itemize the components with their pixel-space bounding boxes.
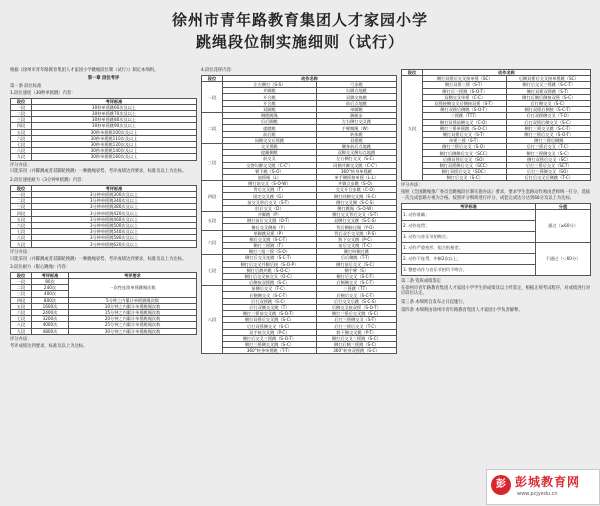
skill-cell: 侧打后交叉三摇跳（S-C） bbox=[316, 335, 396, 341]
skill-cell: 并脚跳 bbox=[223, 88, 317, 94]
standard-cell: 30秒单摇跳70次及以上 bbox=[32, 111, 197, 117]
level-cell: 五段 bbox=[11, 303, 32, 309]
skill-cell: 侧打三摇单摇跳（S-O-C） bbox=[423, 125, 507, 131]
skill-cell: 侧打后交叉三摇跳（S-C-T） bbox=[507, 82, 591, 88]
standard-cell: 30秒单摇跳100次及以上 bbox=[32, 129, 197, 135]
skill-cell: 双侧打交叉跳（S-C-S） bbox=[316, 218, 396, 224]
level-cell: 三段 bbox=[202, 143, 223, 180]
skill-cell: 左右侧打（S-S） bbox=[223, 82, 317, 88]
level-cell: 二段 bbox=[202, 113, 223, 144]
skill-cell: 三摇跳（TT） bbox=[316, 286, 396, 292]
endurance-table bbox=[10, 272, 197, 335]
level-cell: 八段 bbox=[11, 148, 32, 154]
skill-cell: 侧打交叉侧（S-C-S） bbox=[316, 199, 396, 205]
fancy-eval-note: 按照《全国跳绳推广委员会跳绳段位制实施办法》要求，要求学生套路动作须由老师统一打分，选拔一次完成套路方视为合格。按照评分细则进行评分，成套完成达分达到60分及以上为达标。 bbox=[401, 190, 591, 201]
level-cell: 六段 bbox=[11, 309, 32, 315]
level-cell: 九段 bbox=[11, 328, 32, 334]
section-1-heading: 第一条 段位标准 bbox=[10, 83, 42, 89]
skill-cell: 后侧双摇后交叉（SO） bbox=[423, 156, 507, 162]
skill-cell: 侧打三组三摇（S-O） bbox=[223, 249, 317, 255]
table-header: 段位 bbox=[11, 185, 32, 191]
skill-cell: 跨下侧交叉跳（P-T） bbox=[316, 329, 396, 335]
level-cell: 二段 bbox=[11, 198, 32, 204]
table-header: 段位 bbox=[11, 272, 32, 278]
skill-cell: 提膝跳 bbox=[223, 125, 317, 131]
table-header: 动作名称 bbox=[423, 70, 591, 76]
table-header: 段位 bbox=[402, 70, 423, 76]
skill-cell: 三摇跳（TTT） bbox=[423, 113, 507, 119]
skill-cell: 横后交叉侧接（Y） bbox=[223, 224, 317, 230]
endurance-eval-note: 考评成绩达到要求，标准及以上为达标。 bbox=[10, 343, 88, 349]
skill-cell: 后后脚跳 bbox=[223, 119, 317, 125]
skill-cell: 侧打后侧侧后交叉（SCC） bbox=[423, 150, 507, 156]
level-cell: 六段 bbox=[11, 135, 32, 141]
standard-cell: 3分钟单摇跳380次及以上 bbox=[32, 204, 197, 210]
skill-cell: 后打三摇后交叉（T-C） bbox=[316, 323, 396, 329]
level-cell: 二段 bbox=[11, 111, 32, 117]
level-cell: 一段 bbox=[11, 279, 32, 285]
skill-cell: 背后交叉跳（T） bbox=[223, 187, 317, 193]
skill-cell: 手臂缠绳（W） bbox=[316, 125, 396, 131]
skill-cell: 后侧接双摇跳（S-C） bbox=[223, 280, 317, 286]
skill-cell: 侧打三摇后交叉跳（S-C） bbox=[316, 311, 396, 317]
count-cell: 400次 bbox=[32, 291, 69, 297]
criteria-cell: 1. 动作严重变形、组合衔接差； bbox=[402, 242, 536, 253]
skill-cell: 单脚跳 bbox=[316, 106, 396, 112]
skill-cell: 单手侧摇接单摇（L-L） bbox=[316, 174, 396, 180]
logo-url: www.pcjyedu.cn bbox=[517, 491, 558, 497]
skill-cell: 背后侧接过绳（Y-O） bbox=[316, 224, 396, 230]
standard-cell: 3分钟单摇跳460次及以上 bbox=[32, 216, 197, 222]
table-row bbox=[11, 154, 197, 160]
level-cell: 六段 bbox=[202, 230, 223, 255]
skill-cell: 侧打后交叉并脚后接（S-O-P） bbox=[223, 261, 317, 267]
skill-cell: 后打双摇侧交叉（T-O） bbox=[507, 113, 591, 119]
level-cell: 三段 bbox=[11, 204, 32, 210]
count-cell: 800次 bbox=[32, 297, 69, 303]
site-logo[interactable] bbox=[486, 469, 600, 505]
skill-cell: 并脚跳（P） bbox=[223, 212, 317, 218]
requirement-cell: 5分钟之内累计单摇跳绳次数 bbox=[69, 297, 197, 303]
skill-cell: 后侧双摇后交叉接单摇跳（SC） bbox=[507, 76, 591, 82]
skill-cell: 肘后交叉（D） bbox=[223, 205, 317, 211]
skill-cell: 前后跳 bbox=[223, 131, 317, 137]
skill-cell: 前后点地跳 bbox=[316, 100, 396, 106]
speed-endurance-eval-note: 只能采用（并脚跳或者双脚轮换跳）一种跳绳姿势，考评成绩达到要求，标准及以上为达标。 bbox=[10, 256, 187, 262]
level-cell: 六段 bbox=[11, 222, 32, 228]
table-header: 分值 bbox=[536, 203, 591, 209]
skill-cell: 侧打三摇跳（T） bbox=[223, 242, 317, 248]
skill-cell: 固定交叉跳（G） bbox=[223, 193, 317, 199]
skill-cell: 侧打三摇后交叉（S-O） bbox=[423, 144, 507, 150]
middle-column bbox=[201, 68, 397, 356]
skill-cell: 提踵侧跳 bbox=[223, 150, 317, 156]
skill-cell: 侧打双摇侧后交叉（SCC） bbox=[423, 162, 507, 168]
level-cell: 七段 bbox=[11, 141, 32, 147]
table-header: 考评要求 bbox=[69, 272, 197, 278]
skill-cell: 侧打双摇后交叉（S-T） bbox=[423, 131, 507, 137]
criteria-cell: 1. 动作准确； bbox=[402, 209, 536, 220]
speed-endurance-table bbox=[10, 185, 197, 248]
skill-cell: 交替勾脚交叉跳（C-C'） bbox=[223, 162, 317, 168]
skill-cell: 侧打前交叉（S-O-W） bbox=[223, 181, 317, 187]
skill-cell: 侧打三摇后侧跳 bbox=[507, 138, 591, 144]
skill-cell: 后打三摇侧交叉（S-T） bbox=[316, 317, 396, 323]
skill-cell: 侧打双摇后交叉（SC） bbox=[507, 156, 591, 162]
table-header: 考评标准 bbox=[32, 98, 197, 104]
skill-cell: 侧打双摇后侧跳（S-O-T） bbox=[423, 107, 507, 113]
requirement-cell: 15分钟之内累计单摇跳绳次数 bbox=[69, 309, 197, 315]
skill-cell: 侧打交叉背后交叉（S-T） bbox=[316, 212, 396, 218]
score-table bbox=[401, 203, 591, 276]
skill-cell: 侧打双摇三摇（S-T） bbox=[423, 82, 507, 88]
level-cell: 一段 bbox=[202, 82, 223, 113]
skill-cell: 前后交叉跳（T-C） bbox=[316, 242, 396, 248]
skill-cell: 左右侧打交叉跳 bbox=[316, 119, 396, 125]
intro-text: 根据《徐州市青年路教育集团人才家园小学跳绳段位制（试行）》制定本细则。 bbox=[10, 68, 159, 73]
chapter-1-heading: 第一章 段位考评 bbox=[87, 76, 120, 82]
table-header: 动作名称 bbox=[223, 75, 397, 81]
standard-cell: 3分钟单摇跳620次及以上 bbox=[32, 241, 197, 247]
chapter-4-text: 第四条 本细则由徐州市青年路教育集团人才家园小学负责解释。 bbox=[401, 307, 523, 313]
skill-cell: 后打侧交叉（S-C） bbox=[507, 100, 591, 106]
standard-cell: 3分钟单摇跳500次及以上 bbox=[32, 222, 197, 228]
skill-cell: 侧打后三摇跳（S-O-T） bbox=[423, 88, 507, 94]
level-cell: 八段 bbox=[11, 235, 32, 241]
document-title: 徐州市青年路教育集团人才家园小学 bbox=[171, 11, 428, 29]
level-cell: 一段 bbox=[11, 104, 32, 110]
level-cell: 五段 bbox=[202, 212, 223, 231]
speed-table bbox=[10, 98, 197, 161]
chapter-3-text: 第三条 本细则自发布之日起施行。 bbox=[401, 299, 467, 305]
skill-cell: 单摇三摇（S-T） bbox=[423, 138, 507, 144]
skill-cell: 侧打双摇后交叉（SOC） bbox=[423, 169, 507, 175]
skill-cell: 侧打双摇双摇跳（S-T） bbox=[507, 88, 591, 94]
skill-cell: 后打双摇侧交叉（S-C） bbox=[223, 323, 317, 329]
standard-cell: 3分钟单摇跳540次及以上 bbox=[32, 229, 197, 235]
skill-cell: 转体跳 bbox=[316, 131, 396, 137]
skill-cell: 侧打双摇后侧接（S-C-T） bbox=[507, 107, 591, 113]
level-cell: 八段 bbox=[202, 286, 223, 354]
skill-cell: 同侧交叉后摇跳 bbox=[223, 137, 317, 143]
criteria-cell: 3. 动作与音乐节拍吻合； bbox=[402, 231, 536, 242]
skill-cell: 侧打三摇侧交叉跳（S-C） bbox=[223, 341, 317, 347]
skill-cell: 后打三摇后交叉（T-C） bbox=[507, 144, 591, 150]
skill-cell: 弓步跳 bbox=[316, 82, 396, 88]
requirement-cell: 一次性连续单摇跳绳次数 bbox=[69, 279, 197, 298]
skill-cell: 双摇跳 bbox=[316, 137, 396, 143]
fancy-skills-table bbox=[201, 75, 397, 354]
score-cell: 通过（≥60分） bbox=[536, 209, 591, 242]
skill-cell: 双脚交叉侧勾点地跳 bbox=[316, 150, 396, 156]
skill-cell: 侧打跳绳（S-O-W） bbox=[316, 205, 396, 211]
skill-cell: 侧打双摇前侧交叉（C-O） bbox=[423, 119, 507, 125]
skill-cell: 后侧侧交叉（S-C-T） bbox=[223, 292, 317, 298]
endurance-eval-label: 评分办法： bbox=[10, 336, 32, 342]
skill-cell: 同侧并脚交叉跳（C-C'） bbox=[316, 162, 396, 168]
level-cell: 五段 bbox=[11, 129, 32, 135]
skill-cell: 侧打前后交叉跳（O-T） bbox=[223, 218, 317, 224]
skill-cell: 侧打后交叉接交叉（O-C） bbox=[223, 273, 317, 279]
skill-cell: 侧摆跳绳 bbox=[223, 113, 317, 119]
skill-cell: 双摇接侧交叉后侧接双摇（S-T） bbox=[423, 100, 507, 106]
standard-cell: 30秒单摇跳140次及以上 bbox=[32, 148, 197, 154]
skill-cell: 放摇绳（L） bbox=[223, 174, 317, 180]
skill-cell: 360°转身单摇跳 bbox=[316, 168, 396, 174]
fancy-skills-table-continued bbox=[401, 69, 591, 181]
skill-cell: 跨下交叉跳（P-C） bbox=[316, 236, 396, 242]
chapter-2-heading: 第二条 资质成绩鉴定 bbox=[401, 278, 442, 284]
table-row bbox=[11, 328, 197, 334]
speed-eval-label: 评分办法： bbox=[10, 162, 32, 168]
skill-cell: 侧打前后交叉（S-C） bbox=[316, 261, 396, 267]
logo-name: 彭城教育网 bbox=[515, 475, 581, 489]
fancy-eval-label: 评分办法： bbox=[401, 183, 423, 189]
left-column bbox=[10, 68, 197, 351]
skill-cell: 后侧后交叉（S-C-T） bbox=[316, 292, 396, 298]
skill-cell: 360°转身单摇跳（T-T） bbox=[223, 348, 317, 354]
speed-endurance-eval-label: 评分办法： bbox=[10, 249, 32, 255]
skill-cell: 侧打叫侧过跳 bbox=[316, 249, 396, 255]
fancy-title: 4.段位花样内容： bbox=[201, 68, 236, 73]
speed-title: 1.段位速度（30秒单摇跳）内容： bbox=[10, 90, 76, 96]
level-cell: 七段 bbox=[11, 316, 32, 322]
skill-cell: 侧打三摇交叉跳（S-C-T） bbox=[507, 125, 591, 131]
level-cell: 四段 bbox=[11, 297, 32, 303]
skill-cell: 前交叉带后交叉（S-T） bbox=[223, 199, 317, 205]
skill-cell: 后后侧跳（T-T） bbox=[316, 255, 396, 261]
skill-cell: 侧后交叉跳（S-C-T） bbox=[223, 236, 317, 242]
skill-cell: 后侧交叉接双摇（S-O-T） bbox=[316, 304, 396, 310]
standard-cell: 30秒单摇跳90次及以上 bbox=[32, 123, 197, 129]
count-cell: 240次 bbox=[32, 285, 69, 291]
skill-cell: 后侧侧交叉（S-C-T） bbox=[316, 280, 396, 286]
standard-cell: 30秒单摇跳80次及以上 bbox=[32, 117, 197, 123]
standard-cell: 3分钟单摇跳420次及以上 bbox=[32, 210, 197, 216]
skill-cell: 后打双摇后侧交叉（S-C） bbox=[507, 119, 591, 125]
count-cell: 3200次 bbox=[32, 316, 69, 322]
skill-cell: 双脚交换跳 bbox=[316, 94, 396, 100]
level-cell: 七段 bbox=[202, 255, 223, 286]
logo-mark-icon: 彭 bbox=[491, 475, 511, 495]
standard-cell: 30秒单摇跳60次及以上 bbox=[32, 104, 197, 110]
skill-cell: 侧打后交叉连跳（S-C-T） bbox=[223, 255, 317, 261]
requirement-cell: 25分钟之内累计单摇跳绳次数 bbox=[69, 322, 197, 328]
skill-cell: 单脚跳双摇（P） bbox=[223, 230, 317, 236]
skill-cell: 侧打后侧后侧接双摇（S-C） bbox=[507, 94, 591, 100]
standard-cell: 3分钟单摇跳340次及以上 bbox=[32, 198, 197, 204]
level-cell: 四段 bbox=[202, 181, 223, 212]
skill-cell: 侧打三摇前交叉跳（S-O-T） bbox=[223, 311, 317, 317]
skill-cell: 交叉开合步跳（C-O） bbox=[316, 187, 396, 193]
skill-row bbox=[402, 175, 591, 181]
document-subtitle: 跳绳段位制实施细则（试行） bbox=[195, 33, 404, 51]
skill-cell: 开合跳 bbox=[223, 100, 317, 106]
level-cell: 三段 bbox=[11, 291, 32, 297]
table-row bbox=[402, 242, 591, 253]
skill-row bbox=[202, 348, 397, 354]
level-cell: 九段 bbox=[11, 154, 32, 160]
requirement-cell: 10分钟之内累计单摇跳绳次数 bbox=[69, 303, 197, 309]
level-cell: 七段 bbox=[11, 229, 32, 235]
requirement-cell: 30分钟之内累计单摇跳绳次数 bbox=[69, 328, 197, 334]
standard-cell: 30秒单摇跳110次及以上 bbox=[32, 135, 197, 141]
level-cell: 五段 bbox=[11, 216, 32, 222]
standard-cell: 30秒单摇跳160次及以上 bbox=[32, 154, 197, 160]
count-cell: 80次 bbox=[32, 279, 69, 285]
skill-cell: 后打后交叉后侧跳（T-C） bbox=[507, 175, 591, 181]
score-cell: 不通过（＜60分） bbox=[536, 242, 591, 275]
skill-cell: 侧打后交叉三摇跳（S-O-T） bbox=[223, 335, 317, 341]
right-column bbox=[401, 68, 591, 315]
level-cell: 二段 bbox=[11, 285, 32, 291]
requirement-cell: 20分钟之内累计单摇跳绳次数 bbox=[69, 316, 197, 322]
table-row bbox=[402, 209, 591, 220]
standard-cell: 3分钟单摇跳580次及以上 bbox=[32, 235, 197, 241]
skill-cell: 侧打后交叉（S-C） bbox=[423, 175, 507, 181]
skill-cell: 左右侧打交叉（S-C） bbox=[316, 156, 396, 162]
skill-cell: 交叉摇跳 bbox=[223, 143, 317, 149]
count-cell: 4000次 bbox=[32, 322, 69, 328]
level-cell: 一段 bbox=[11, 191, 32, 197]
table-header: 考评标准 bbox=[32, 272, 69, 278]
skill-cell: 侧打后跳并跳（S-O-C） bbox=[223, 267, 317, 273]
skill-cell: 并脚点步跳（S-O） bbox=[316, 181, 396, 187]
speed-endurance-title: 2.段位速度耐力（3分钟单摇跳）内容： bbox=[10, 177, 86, 183]
skill-cell: 背后双手交叉跳（P-S） bbox=[316, 230, 396, 236]
skill-cell: 侧打双摇后交叉跳（S-C） bbox=[223, 317, 317, 323]
count-cell: 4800次 bbox=[32, 328, 69, 334]
standard-cell: 3分钟单摇跳300次及以上 bbox=[32, 191, 197, 197]
skill-cell: 后打双摇跳（S-C） bbox=[223, 298, 317, 304]
endurance-title: 3.段位耐力（限心跳绳）内容： bbox=[10, 264, 70, 270]
table-header: 考评标准 bbox=[32, 185, 197, 191]
skill-cell: 踢腿步 bbox=[316, 113, 396, 119]
skill-cell: 前交叉 bbox=[223, 156, 317, 162]
skill-cell: 侧打后交叉（S-C-T） bbox=[316, 273, 396, 279]
skill-cell: 前侧后交叉（T-C） bbox=[223, 286, 317, 292]
standard-cell: 30秒单摇跳120次及以上 bbox=[32, 141, 197, 147]
skill-cell: 臂下跳（S-O） bbox=[223, 168, 317, 174]
speed-eval-note: 只能采用（并脚跳或者双脚轮换跳）一种跳绳姿势，考评成绩达到要求，标准及以上为达标。 bbox=[10, 169, 187, 175]
skill-cell: 双侧交叉单摇（C-C） bbox=[423, 94, 507, 100]
count-cell: 1600次 bbox=[32, 303, 69, 309]
level-cell: 三段 bbox=[11, 117, 32, 123]
table-header: 考评标准 bbox=[402, 203, 536, 209]
skill-cell: 后打三摇侧交叉（SO） bbox=[507, 169, 591, 175]
skill-cell: 双脚跳 bbox=[223, 106, 317, 112]
skill-cell: 侧打后侧三摇跳（S-C） bbox=[316, 341, 396, 347]
skill-cell: 后打双侧交叉跳（T） bbox=[223, 304, 317, 310]
chapter-2-text: 在徐州市青年路教育集团人才家园小学学生的成绩及以上经鉴定，根据正规考试程序，对成绩进行对应段位认定。 bbox=[401, 285, 591, 297]
level-cell: 九段 bbox=[11, 241, 32, 247]
level-cell: 四段 bbox=[11, 210, 32, 216]
table-header: 段位 bbox=[11, 98, 32, 104]
skill-cell: 双手接交叉跳（P-C） bbox=[223, 329, 317, 335]
skill-cell: 侧打双摇后交叉接单摇（SC） bbox=[423, 76, 507, 82]
skill-cell: 侧打同侧交叉跳（S-C） bbox=[316, 193, 396, 199]
criteria-cell: 3. 整套动作与音乐节拍均不吻合。 bbox=[402, 264, 536, 275]
skill-cell: 后打交叉后跳（S-C-S） bbox=[316, 298, 396, 304]
skill-cell: 勾脚点地跳 bbox=[316, 88, 396, 94]
skill-cell: 侧打三摇后交叉（S-O-T） bbox=[507, 131, 591, 137]
skill-cell: 侧手臂（S） bbox=[316, 267, 396, 273]
level-cell: 八段 bbox=[11, 322, 32, 328]
level-cell: 四段 bbox=[11, 123, 32, 129]
table-row bbox=[11, 241, 197, 247]
criteria-cell: 2. 动作不连贯，中断2次以上； bbox=[402, 253, 536, 264]
skill-cell: 开合跳 bbox=[223, 94, 317, 100]
skill-cell: 360°转身双摇跳（S-C） bbox=[316, 348, 396, 354]
skill-cell: 后打三摇后交叉（SCT） bbox=[507, 162, 591, 168]
table-header: 段位 bbox=[202, 75, 223, 81]
count-cell: 2400次 bbox=[32, 309, 69, 315]
skill-cell: 侧打三摇侧交叉（S-C） bbox=[507, 150, 591, 156]
criteria-cell: 2. 动作连贯； bbox=[402, 220, 536, 231]
skill-cell: 侧身前后点地跳 bbox=[316, 143, 396, 149]
level-cell: 九段 bbox=[402, 76, 423, 181]
